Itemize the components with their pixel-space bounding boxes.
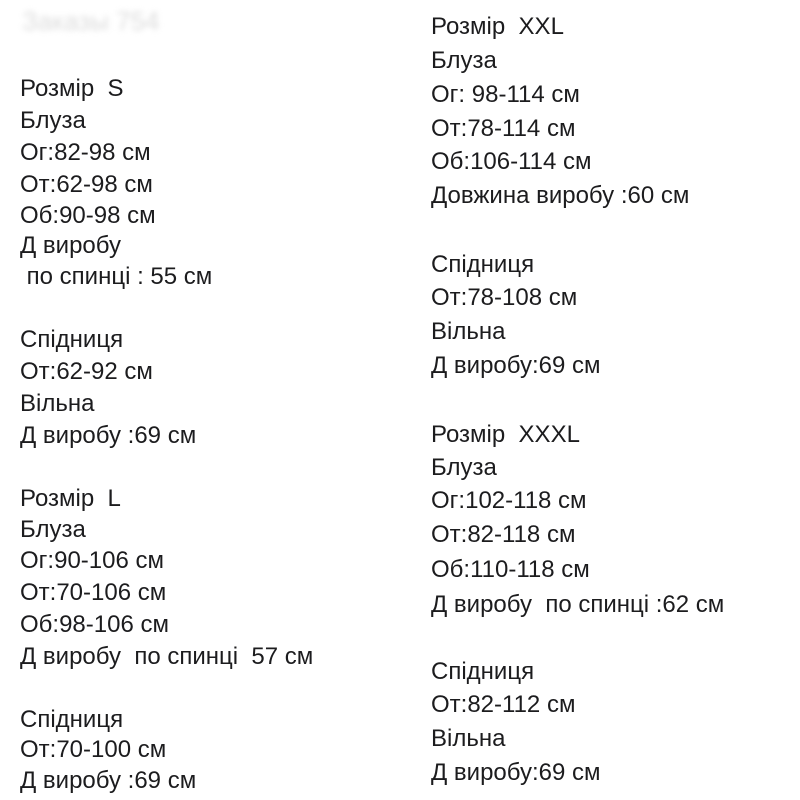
text-line: Вільна [431, 725, 506, 752]
text-line: От:78-108 см [431, 284, 578, 311]
text-line: От:62-92 см [20, 358, 153, 385]
section-heading-skirt: Спідниця [431, 251, 535, 278]
text-line: От:70-106 см [20, 579, 167, 606]
text-line: Довжина виробу :60 см [431, 182, 690, 209]
text-line: Д виробу:69 см [431, 352, 601, 379]
text-line: Д виробу:69 см [431, 759, 601, 786]
size-heading-l: Розмір L [20, 485, 121, 512]
text-line: Вільна [20, 390, 95, 417]
text-line: Д виробу по спинці 57 см [20, 643, 314, 670]
size-heading-xxxl: Розмір XXXL [431, 421, 580, 448]
text-line: Д виробу :69 см [20, 422, 197, 449]
text-line: От:62-98 см [20, 171, 153, 198]
blurred-header-text: Заказы 754 [22, 6, 160, 36]
text-line: Об:98-106 см [20, 611, 169, 638]
text-line: Блуза [431, 454, 497, 481]
text-line: Д виробу по спинці :62 см [431, 591, 725, 618]
text-line: Ог: 98-114 см [431, 81, 580, 108]
text-line: От:82-112 см [431, 691, 576, 718]
text-line: Ог:82-98 см [20, 139, 151, 166]
text-line: Об:106-114 см [431, 148, 592, 175]
size-heading-s: Розмір S [20, 75, 124, 102]
size-heading-xxl: Розмір XXL [431, 13, 564, 40]
text-line: Вільна [431, 318, 506, 345]
text-line: Об:110-118 см [431, 556, 590, 583]
text-line: по спинці : 55 см [20, 263, 213, 290]
text-line: От:82-118 см [431, 521, 576, 548]
section-heading-skirt: Спідниця [20, 706, 124, 733]
text-line: Ог:90-106 см [20, 547, 164, 574]
text-line: От:78-114 см [431, 115, 576, 142]
text-line: Блуза [431, 47, 497, 74]
text-line: Об:90-98 см [20, 202, 156, 229]
section-heading-skirt: Спідниця [431, 658, 535, 685]
text-line: Д виробу [20, 232, 121, 259]
text-line: Блуза [20, 516, 86, 543]
text-line: Блуза [20, 107, 86, 134]
text-line: От:70-100 см [20, 736, 167, 763]
section-heading-skirt: Спідниця [20, 326, 124, 353]
text-line: Ог:102-118 см [431, 487, 587, 514]
text-line: Д виробу :69 см [20, 767, 197, 794]
